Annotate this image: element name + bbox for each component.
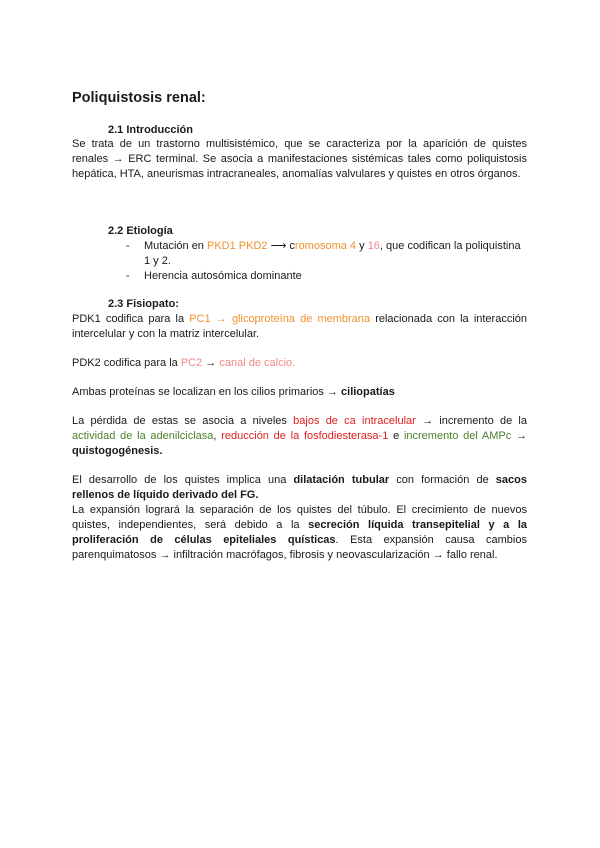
desarrollo-l5-post: . Esta expansión causa cambios	[335, 534, 527, 546]
perdida-mid: → incremento de la	[415, 415, 527, 427]
bullet1-continuation: 1 y 2.	[144, 255, 171, 267]
pdk1-post: relacionada con la interacción	[370, 313, 528, 325]
intro-line-2: renales → ERC terminal. Se asocia a manifestaciones sistémicas tales como poliquistosis	[72, 153, 527, 165]
bullet-dash-1: -	[126, 240, 130, 252]
desarrollo-line-2	[72, 488, 527, 504]
bullet-dash-2: -	[126, 270, 130, 282]
pdk1-line-2: intercelular y con la matriz intercelular.	[72, 328, 260, 340]
cromosoma-4: romosoma 4	[294, 240, 357, 252]
perdida-arrow: →	[511, 430, 528, 442]
perdida-pre: La pérdida de estas se asocia a niveles	[72, 415, 294, 427]
ciliopatias: ciliopatías	[341, 386, 395, 398]
pc1: PC1	[189, 313, 211, 325]
bullet1-arrow: ⟶ c	[267, 240, 295, 252]
etiologia-bullet-2: Herencia autosómica dominante	[144, 270, 302, 282]
perdida-line-1	[72, 414, 527, 430]
bullet1-post: , que codifican la poliquistina	[379, 240, 521, 252]
perdida-comma: ,	[213, 430, 222, 442]
desarrollo-mid: con formación de	[389, 474, 496, 486]
intro-paragraph	[72, 137, 527, 153]
fisiopato-heading: 2.3 Fisiopato:	[108, 298, 179, 310]
perdida-line-2	[72, 429, 527, 445]
glicoproteina: glicoproteína de membrana	[231, 313, 371, 325]
desarrollo-line-4	[72, 518, 527, 534]
intro-paragraph-3	[72, 167, 527, 183]
pkd-genes: PKD1 PKD2	[206, 240, 268, 252]
sacos: sacos	[495, 474, 527, 486]
canal-calcio: canal de calcio.	[219, 357, 296, 369]
fosfodiesterasa: reducción de la fosfodiesterasa-1	[221, 430, 389, 442]
secrecion-liquida: secreción líquida transepitelial y a la	[308, 519, 527, 531]
bullet1-y: y	[356, 240, 368, 252]
bajos-ca: bajos de ca intracelular	[293, 415, 416, 427]
intro-line-3: hepática, HTA, aneurismas intracraneales, anomalías valvulares y quistes en otros órganos.	[72, 168, 521, 180]
pdk2-pre: PDK2 codifica para la	[72, 357, 181, 369]
intro-line-1: Se trata de un trastorno multisistémico, que se caracteriza por la aparición de quistes	[72, 138, 527, 150]
cilios-pre: Ambas proteínas se localizan en los cilios primarios →	[72, 386, 342, 398]
desarrollo-l4-pre: quistes, independientes, será debido a la	[72, 519, 309, 531]
desarrollo-line-1	[72, 473, 527, 489]
desarrollo-line-5	[72, 533, 527, 549]
etiologia-heading: 2.2 Etiología	[108, 225, 173, 237]
pdk1-pre: PDK1 codifica para la	[72, 313, 190, 325]
desarrollo-line-3: La expansión logrará la separación de los quistes del túbulo. El crecimiento de nuevos	[72, 504, 527, 516]
cilios-paragraph	[72, 385, 527, 401]
pdk2-arrow: →	[202, 357, 220, 369]
page-title: Poliquistosis renal:	[72, 90, 206, 106]
perdida-e: e	[388, 430, 404, 442]
intro-paragraph-2	[72, 152, 527, 168]
cromosoma-16: 16	[367, 240, 380, 252]
etiologia-bullet-1	[144, 239, 527, 255]
pdk1-arrow: →	[210, 313, 232, 325]
proliferacion-celulas: proliferación de células epiteliales quísticas	[72, 534, 336, 546]
perdida-line-3	[72, 444, 527, 460]
dilatacion-tubular: dilatación tubular	[293, 474, 390, 486]
desarrollo-line-6: parenquimatosos → infiltración macrófagos, fibrosis y neovascularización → fallo renal.	[72, 549, 498, 561]
bullet1-pre: Mutación en	[144, 240, 207, 252]
quistogogenesis: quistogogénesis.	[72, 445, 163, 457]
adenilciclasa: actividad de la adenilciclasa	[72, 430, 214, 442]
intro-heading: 2.1 Introducción	[108, 124, 193, 136]
pdk1-paragraph	[72, 312, 527, 328]
pdk2-paragraph	[72, 356, 527, 372]
pc2: PC2	[180, 357, 203, 369]
desarrollo-pre: El desarrollo de los quistes implica una	[72, 474, 294, 486]
ampc: incremento del AMPc	[403, 430, 512, 442]
rellenos-liquido: rellenos de líquido derivado del FG.	[72, 489, 259, 501]
